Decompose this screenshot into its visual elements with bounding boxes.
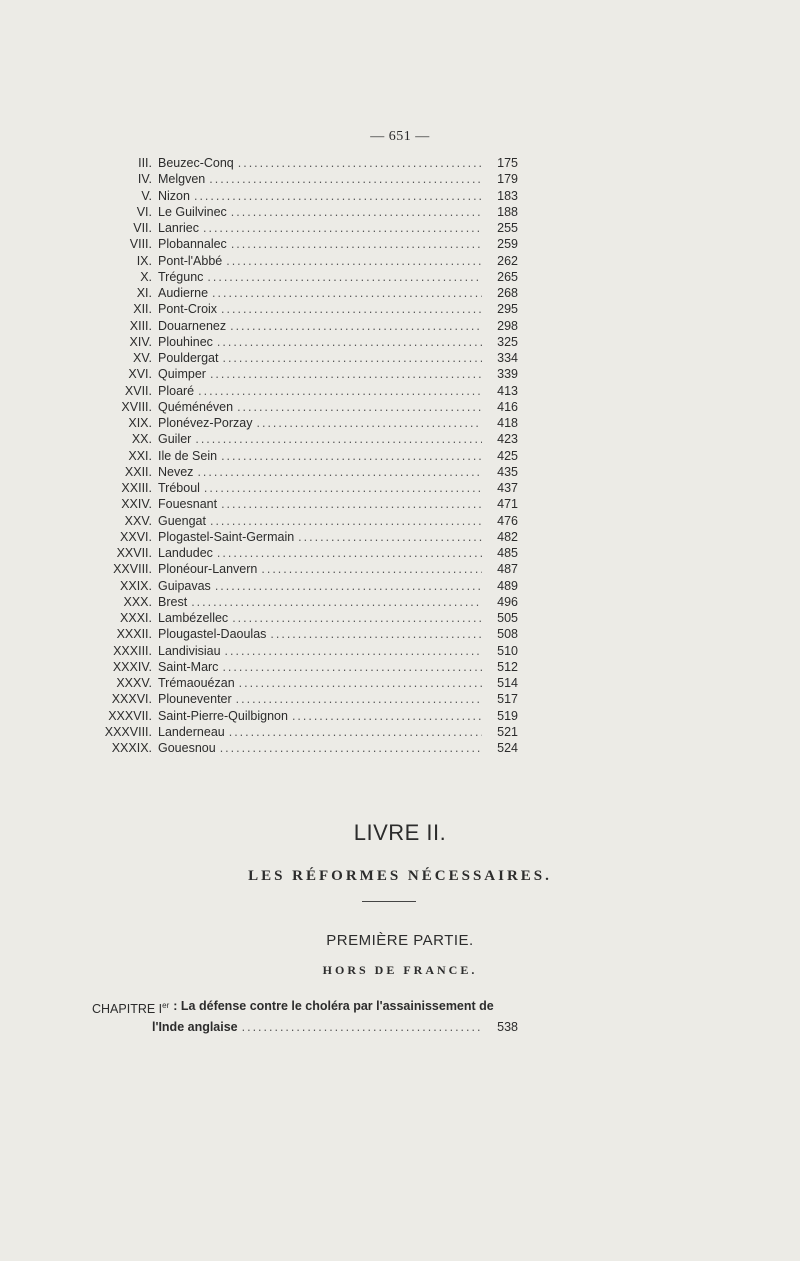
dot-leader — [236, 691, 482, 707]
toc-chapter-name: Guengat — [158, 513, 206, 528]
dot-leader — [204, 480, 482, 496]
toc-chapter-name: Melgven — [158, 172, 206, 187]
toc-chapter-number: XXIX. — [120, 578, 152, 593]
toc-chapter-number: XXXIX. — [111, 741, 152, 755]
toc-chapter-number: XXIII. — [121, 481, 152, 495]
toc-row — [92, 708, 518, 724]
toc-page-number: 425 — [497, 448, 518, 463]
toc-row — [92, 155, 518, 171]
toc-row — [92, 724, 518, 740]
toc-chapter-name: Saint-Marc — [158, 659, 219, 674]
toc-page-number: 259 — [497, 237, 518, 252]
toc-row — [92, 220, 518, 236]
toc-row — [92, 464, 518, 480]
toc-chapter-name: Beuzec-Conq — [158, 156, 234, 170]
toc-chapter-number: XXXV. — [116, 676, 152, 690]
toc-chapter-name: Quimper — [158, 367, 206, 382]
toc-chapter-number: XIII. — [129, 318, 152, 333]
toc-chapter-number: XXVIII. — [113, 562, 152, 577]
toc-page-number: 339 — [497, 367, 518, 382]
toc-row — [92, 188, 518, 204]
toc-page-number: 298 — [497, 318, 518, 333]
toc-chapter-number: XVI. — [128, 367, 152, 382]
toc-chapter-number: XIX. — [128, 416, 152, 430]
toc-row — [92, 496, 518, 512]
dot-leader — [194, 188, 482, 204]
toc-page-number: 416 — [497, 399, 518, 414]
toc-chapter-name: Plougastel-Daoulas — [158, 627, 267, 642]
toc-chapter-name: Plouneventer — [158, 692, 232, 707]
toc-row — [92, 643, 518, 659]
table-of-contents — [92, 155, 518, 756]
toc-row — [92, 513, 518, 529]
toc-chapter-name: Saint-Pierre-Quilbignon — [158, 708, 288, 723]
toc-row — [92, 578, 518, 594]
toc-chapter-name: Pont-l'Abbé — [158, 253, 223, 268]
toc-chapter-number: XXXVIII. — [104, 724, 152, 739]
toc-chapter-name: Guipavas — [158, 578, 211, 593]
dot-leader — [222, 659, 482, 675]
toc-row — [92, 545, 518, 561]
toc-chapter-name: Plonéour-Lanvern — [158, 562, 258, 577]
dot-leader — [207, 269, 482, 285]
toc-page-number: 255 — [497, 221, 518, 235]
dot-leader — [225, 643, 482, 659]
dot-leader — [210, 513, 482, 529]
toc-chapter-name: Quéménéven — [158, 399, 234, 414]
toc-chapter-number: VII. — [133, 221, 152, 235]
toc-chapter-number: XXVI. — [120, 529, 152, 544]
toc-chapter-name: Tréboul — [158, 481, 200, 495]
toc-row — [92, 236, 518, 252]
dot-leader — [221, 496, 482, 512]
dot-leader — [197, 464, 482, 480]
toc-page-number: 435 — [497, 464, 518, 479]
toc-chapter-number: IX. — [136, 253, 152, 268]
toc-page-number: 508 — [497, 627, 518, 642]
dot-leader — [221, 301, 482, 317]
toc-page-number: 521 — [497, 724, 518, 739]
toc-row — [92, 740, 518, 756]
toc-row — [92, 675, 518, 691]
toc-row — [92, 480, 518, 496]
toc-chapter-number: XII. — [133, 302, 152, 317]
chapter-page-number: 538 — [497, 1020, 518, 1035]
page-header: — 651 — — [370, 129, 430, 144]
toc-row — [92, 691, 518, 707]
toc-chapter-name: Guiler — [158, 432, 192, 447]
toc-row — [92, 626, 518, 642]
chapter-label: CHAPITRE Ier — [92, 1001, 170, 1017]
dot-leader — [270, 626, 482, 642]
dot-leader — [215, 578, 482, 594]
toc-chapter-name: Lanriec — [158, 221, 199, 235]
dot-leader — [257, 415, 483, 431]
toc-row — [92, 350, 518, 366]
toc-page-number: 262 — [497, 253, 518, 268]
toc-page-number: 489 — [497, 578, 518, 593]
divider-rule — [362, 901, 416, 902]
dot-leader — [203, 220, 482, 236]
toc-page-number: 487 — [497, 562, 518, 577]
toc-row — [92, 204, 518, 220]
book-title: LIVRE II. — [353, 820, 447, 845]
toc-page-number: 496 — [497, 594, 518, 609]
toc-chapter-number: XXXIII. — [113, 643, 152, 658]
toc-page-number: 510 — [497, 643, 518, 658]
toc-chapter-number: XXIV. — [121, 497, 152, 512]
toc-page-number: 265 — [497, 269, 518, 284]
dot-leader — [222, 350, 482, 366]
toc-page-number: 505 — [497, 611, 518, 625]
toc-row — [92, 285, 518, 301]
toc-chapter-name: Le Guilvinec — [158, 204, 227, 219]
toc-chapter-name: Pont-Croix — [158, 302, 218, 317]
dot-leader — [231, 204, 482, 220]
toc-chapter-name: Nevez — [158, 464, 194, 479]
toc-row — [92, 431, 518, 447]
toc-chapter-number: XVII. — [124, 383, 152, 398]
toc-page-number: 418 — [497, 416, 518, 430]
toc-row — [92, 399, 518, 415]
toc-chapter-name: Douarnenez — [158, 318, 227, 333]
toc-row — [92, 171, 518, 187]
toc-chapter-name: Plobannalec — [158, 237, 227, 252]
dot-leader — [292, 708, 482, 724]
toc-chapter-name: Audierne — [158, 286, 209, 300]
toc-chapter-number: XXXVI. — [111, 692, 152, 707]
dot-leader — [212, 285, 482, 301]
toc-chapter-number: XXVII. — [116, 546, 152, 560]
toc-page-number: 517 — [497, 692, 518, 707]
toc-page-number: 519 — [497, 708, 518, 723]
dot-leader — [232, 610, 482, 626]
dot-leader — [209, 171, 482, 187]
toc-chapter-number: XXV. — [124, 513, 152, 528]
dot-leader — [239, 675, 482, 691]
toc-row — [92, 383, 518, 399]
toc-page-number: 334 — [497, 351, 518, 365]
chapter-title-line-2: l'Inde anglaise — [152, 1020, 238, 1035]
toc-chapter-number: III. — [138, 156, 152, 170]
dot-leader — [217, 334, 482, 350]
toc-row — [92, 318, 518, 334]
dot-leader — [238, 155, 482, 171]
toc-page-number: 524 — [497, 741, 518, 755]
toc-page-number: 471 — [497, 497, 518, 512]
chapter-label-sup: er — [162, 1001, 170, 1010]
toc-chapter-number: XI. — [136, 286, 152, 300]
toc-chapter-number: XXXI. — [120, 611, 152, 625]
toc-chapter-number: XXII. — [124, 464, 152, 479]
dot-leader — [298, 529, 482, 545]
toc-chapter-name: Landivisiau — [158, 643, 221, 658]
toc-row — [92, 253, 518, 269]
toc-row — [92, 529, 518, 545]
toc-chapter-name: Landudec — [158, 546, 213, 560]
toc-page-number: 514 — [497, 676, 518, 690]
toc-row — [92, 594, 518, 610]
toc-chapter-name: Landerneau — [158, 724, 225, 739]
toc-chapter-name: Nizon — [158, 188, 190, 203]
toc-page-number: 413 — [497, 383, 518, 398]
toc-chapter-name: Plogastel-Saint-Germain — [158, 529, 295, 544]
toc-chapter-number: IV. — [137, 172, 152, 187]
dot-leader — [229, 724, 482, 740]
chapter-line-2 — [92, 1018, 518, 1036]
toc-chapter-number: XXXIV. — [112, 659, 152, 674]
dot-leader — [226, 253, 482, 269]
dot-leader — [210, 366, 482, 382]
toc-page-number: 476 — [497, 513, 518, 528]
toc-row — [92, 610, 518, 626]
book-subtitle: LES RÉFORMES NÉCESSAIRES. — [248, 868, 552, 884]
toc-row — [92, 659, 518, 675]
dot-leader — [198, 383, 482, 399]
toc-chapter-number: X. — [140, 269, 152, 284]
toc-row — [92, 334, 518, 350]
toc-page-number: 423 — [497, 432, 518, 447]
chapter-line-1 — [92, 997, 518, 1018]
toc-chapter-name: Trégunc — [158, 269, 204, 284]
toc-chapter-number: XV. — [132, 351, 152, 365]
toc-chapter-name: Gouesnou — [158, 741, 216, 755]
dot-leader — [195, 431, 482, 447]
dot-leader — [237, 399, 482, 415]
toc-row — [92, 448, 518, 464]
toc-row — [92, 561, 518, 577]
toc-page-number: 325 — [497, 334, 518, 349]
dot-leader — [230, 318, 482, 334]
toc-page-number: 179 — [497, 172, 518, 187]
toc-chapter-number: VIII. — [129, 237, 152, 252]
toc-chapter-name: Fouesnant — [158, 497, 218, 512]
toc-chapter-name: Brest — [158, 594, 188, 609]
toc-page-number: 183 — [497, 188, 518, 203]
toc-chapter-name: Plouhinec — [158, 334, 213, 349]
chapter-title-line-1: : La défense contre le choléra par l'assainissement de — [173, 999, 494, 1013]
toc-chapter-number: XIV. — [129, 334, 152, 349]
dot-leader — [217, 545, 482, 561]
toc-row — [92, 415, 518, 431]
toc-chapter-number: V. — [141, 188, 152, 203]
dot-leader — [242, 1018, 482, 1036]
part-title: PREMIÈRE PARTIE. — [326, 932, 474, 949]
toc-chapter-number: VI. — [136, 204, 152, 219]
toc-page-number: 175 — [497, 156, 518, 170]
section-title: HORS DE FRANCE. — [322, 963, 478, 977]
toc-row — [92, 366, 518, 382]
toc-chapter-name: Ile de Sein — [158, 448, 218, 463]
dot-leader — [221, 448, 482, 464]
toc-page-number: 512 — [497, 659, 518, 674]
toc-chapter-number: XXX. — [123, 594, 152, 609]
dot-leader — [191, 594, 482, 610]
toc-page-number: 295 — [497, 302, 518, 317]
toc-page-number: 188 — [497, 204, 518, 219]
toc-chapter-number: XXI. — [128, 448, 152, 463]
toc-chapter-number: XVIII. — [121, 399, 152, 414]
chapter-entry — [92, 997, 518, 1036]
toc-chapter-number: XX. — [131, 432, 152, 447]
toc-page-number: 437 — [497, 481, 518, 495]
dot-leader — [231, 236, 482, 252]
toc-row — [92, 301, 518, 317]
dot-leader — [220, 740, 482, 756]
toc-page-number: 485 — [497, 546, 518, 560]
toc-chapter-number: XXXVII. — [108, 708, 152, 723]
toc-chapter-number: XXXII. — [116, 627, 152, 642]
toc-chapter-name: Ploaré — [158, 383, 195, 398]
toc-chapter-name: Lambézellec — [158, 611, 229, 625]
toc-row — [92, 269, 518, 285]
toc-page-number: 268 — [497, 286, 518, 300]
toc-chapter-name: Pouldergat — [158, 351, 219, 365]
toc-page-number: 482 — [497, 529, 518, 544]
toc-chapter-name: Trémaouézan — [158, 676, 235, 690]
dot-leader — [261, 561, 482, 577]
toc-chapter-name: Plonévez-Porzay — [158, 416, 253, 430]
